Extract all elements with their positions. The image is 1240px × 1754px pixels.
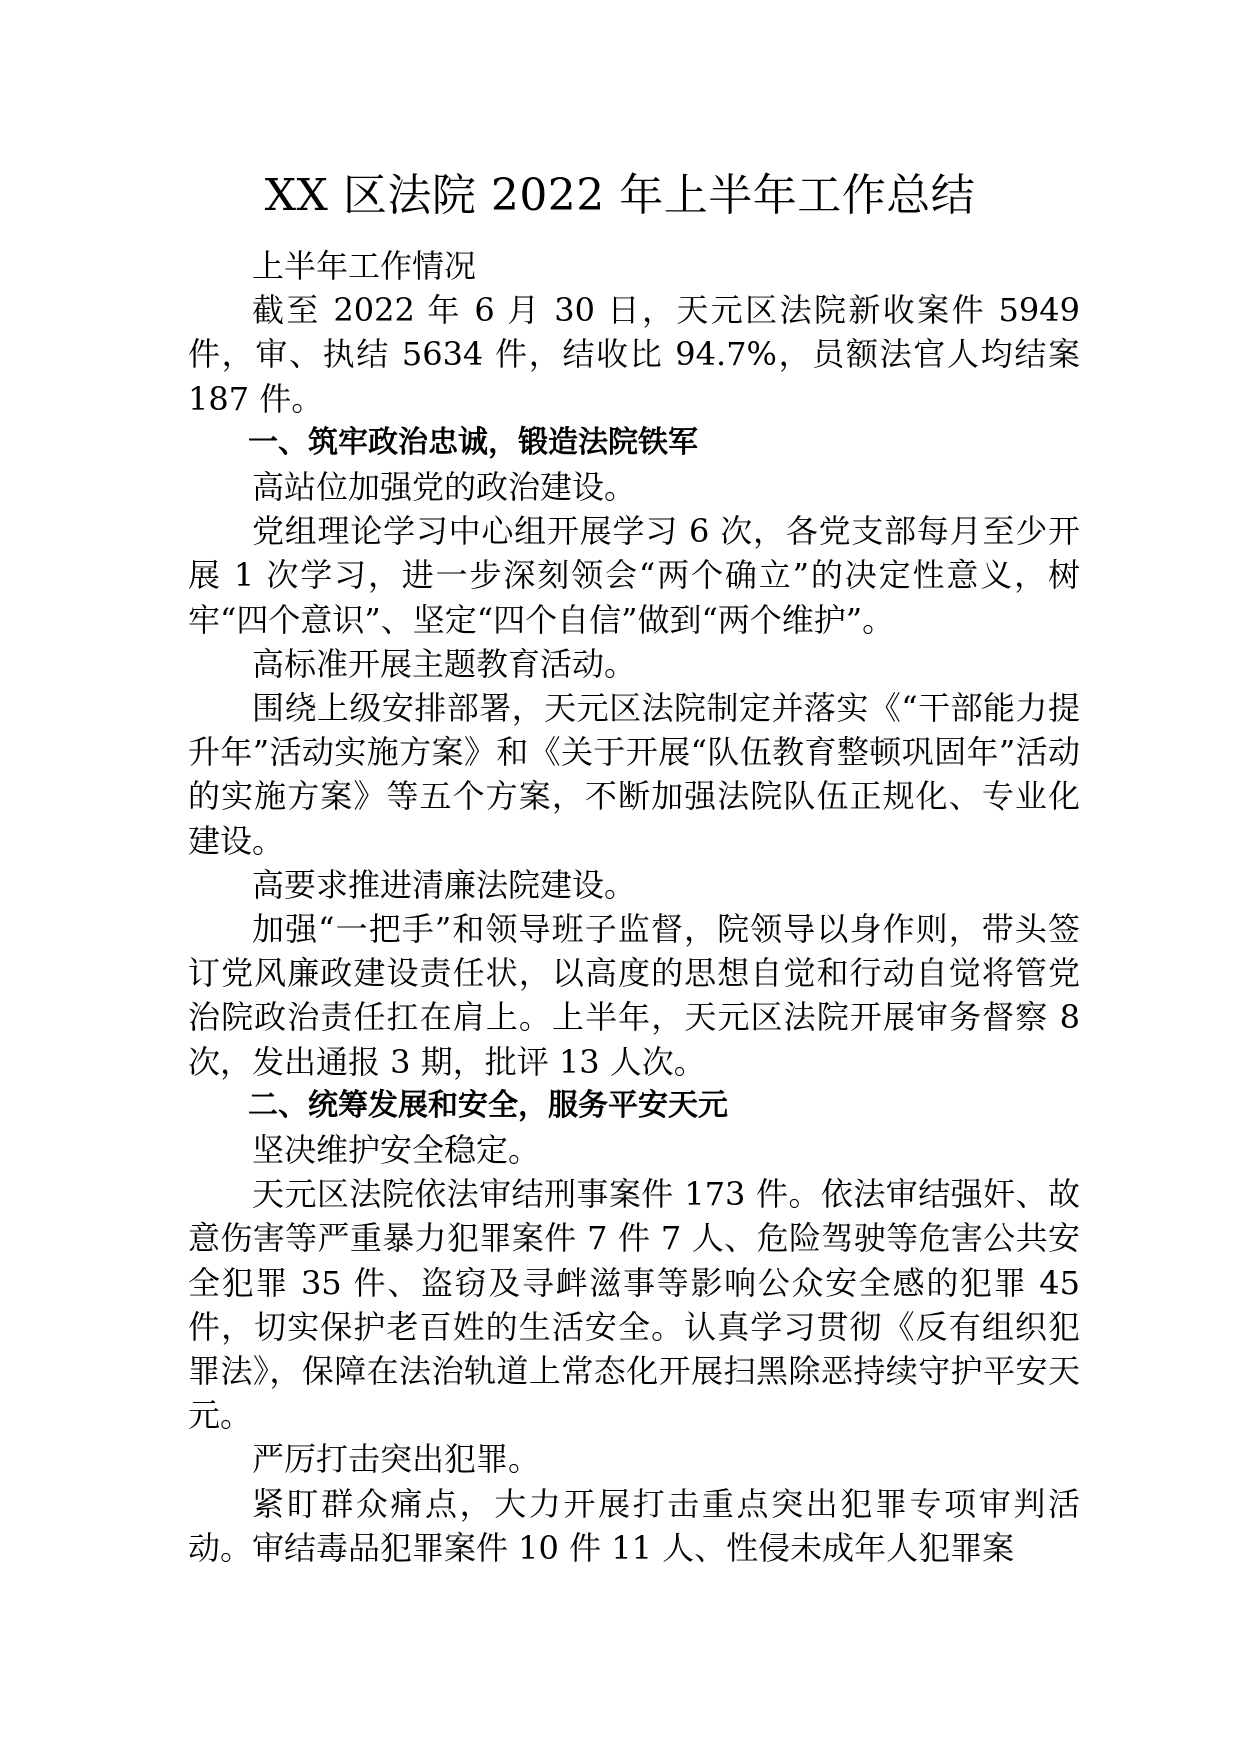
paragraph-criminal-cases: 天元区法院依法审结刑事案件 173 件。依法审结强奸、故意伤害等严重暴力犯罪案件 7 件 7 人、危险驾驶等危害公共安全犯罪 35 件、盗窃及寻衅滋事等影响公众安全感的犯罪 45 件，切实保护老百姓的生活安全。认真学习贯彻《反有组织犯罪法》，保障在法治轨道上常态化开展扫黑除恶持续守护平安天元。 <box>188 1175 1080 1435</box>
subheading-clean-court: 高要求推进清廉法院建设。 <box>252 865 637 904</box>
section-heading-1: 一、筑牢政治忠诚，锻造法院铁军 <box>248 424 698 460</box>
subheading-crackdown: 严厉打击突出犯罪。 <box>252 1440 541 1479</box>
section-intro-label: 上半年工作情况 <box>252 247 477 285</box>
document-title: XX 区法院 2022 年上半年工作总结 <box>264 170 976 221</box>
paragraph-implementation-plans: 围绕上级安排部署，天元区法院制定并落实《“干部能力提升年”活动实施方案》和《关于开展“队伍教育整顿巩固年”活动的实施方案》等五个方案，不断加强法院队伍正规化、专业化建设。 <box>188 689 1080 860</box>
subheading-security-stability: 坚决维护安全稳定。 <box>252 1131 541 1170</box>
paragraph-special-trials: 紧盯群众痛点，大力开展打击重点突出犯罪专项审判活动。审结毒品犯罪案件 10 件 11 人、性侵未成年人犯罪案 <box>188 1484 1080 1567</box>
paragraph-party-study: 党组理论学习中心组开展学习 6 次，各党支部每月至少开展 1 次学习，进一步深刻领会“两个确立”的决定性意义，树牢“四个意识”、坚定“四个自信”做到“两个维护”。 <box>188 512 1080 639</box>
subheading-party-building: 高站位加强党的政治建设。 <box>252 468 637 507</box>
paragraph-leadership-supervision: 加强“一把手”和领导班子监督，院领导以身作则，带头签订党风廉政建设责任状，以高度的思想自觉和行动自觉将管党治院政治责任扛在肩上。上半年，天元区法院开展审务督察 8 次，发出通报 3 期，批评 13 人次。 <box>188 910 1080 1081</box>
document-body <box>188 244 1080 1570</box>
subheading-theme-education: 高标准开展主题教育活动。 <box>252 644 637 683</box>
summary-paragraph: 截至 2022 年 6 月 30 日，天元区法院新收案件 5949 件，审、执结 5634 件，结收比 94.7%，员额法官人均结案 187 件。 <box>188 291 1080 418</box>
section-heading-2: 二、统筹发展和安全，服务平安天元 <box>248 1087 728 1123</box>
